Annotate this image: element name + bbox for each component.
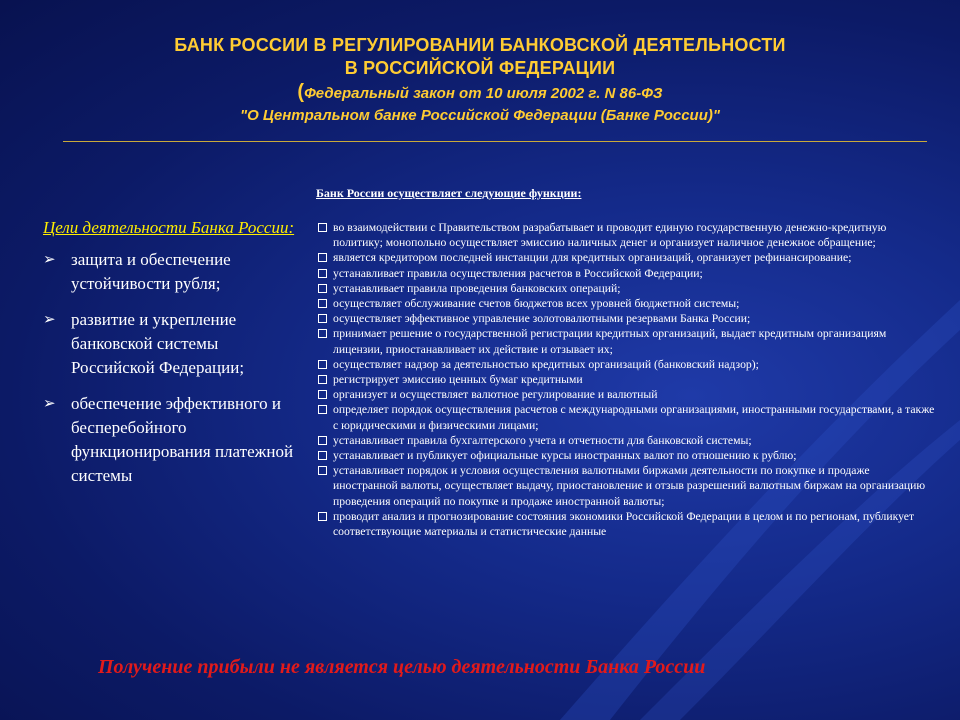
function-item <box>316 281 936 296</box>
function-item <box>316 296 936 311</box>
goal-text: развитие и укрепление банковской системы Российской Федерации; <box>71 310 245 377</box>
functions-section <box>316 186 936 539</box>
checkbox-bullet-icon <box>318 405 327 414</box>
function-text: проводит анализ и прогнозирование состояния экономики Российской Федерации в целом и по регионам, публикует соответствующие материалы и статистические данные <box>333 509 915 539</box>
checkbox-bullet-icon <box>318 299 327 308</box>
goal-item <box>43 308 305 380</box>
function-item <box>316 357 936 372</box>
law-name: "О Центральном банке Российской Федерации (Банке России)" <box>239 107 720 124</box>
goal-item <box>43 392 305 488</box>
function-item <box>316 250 936 265</box>
function-text: устанавливает порядок и условия осуществления валютными биржами деятельности по покупке и продаже иностранной валюты, осуществляет выдачу, приостановление и отзыв разрешений валютным биржам на организацию проведения операций по покупке и продаже иностранной валюты; <box>333 464 926 508</box>
function-text: принимает решение о государственной регистрации кредитных организаций, выдает кредитным организациям лицензии, приостанавливает их действие и отзывает их; <box>333 327 887 356</box>
function-item <box>316 220 936 250</box>
function-item <box>316 463 936 509</box>
function-item <box>316 433 936 448</box>
checkbox-bullet-icon <box>318 436 327 445</box>
function-text: регистрирует эмиссию ценных бумаг кредитными <box>333 373 583 387</box>
checkbox-bullet-icon <box>318 512 327 521</box>
arrow-bullet-icon: ➢ <box>43 252 56 268</box>
function-item <box>316 402 936 432</box>
function-item <box>316 311 936 326</box>
title-line-2: В РОССИЙСКОЙ ФЕДЕРАЦИИ <box>344 58 616 78</box>
checkbox-bullet-icon <box>318 329 327 338</box>
checkbox-bullet-icon <box>318 466 327 475</box>
law-line: Федеральный закон от 10 июля 2002 г. N 86-ФЗ <box>304 85 663 102</box>
function-text: осуществляет надзор за деятельностью кредитных организаций (банковский надзор); <box>333 357 759 371</box>
function-text: определяет порядок осуществления расчетов с международными организациями, иностранными государствами, а также с юридическими и физическими лицами; <box>333 403 935 432</box>
checkbox-bullet-icon <box>318 390 327 399</box>
function-text: организует и осуществляет валютное регулирование и валютный <box>333 388 658 402</box>
goals-list <box>43 248 305 488</box>
arrow-bullet-icon: ➢ <box>43 312 56 328</box>
checkbox-bullet-icon <box>318 269 327 278</box>
header-divider <box>63 141 927 142</box>
goal-item <box>43 248 305 296</box>
checkbox-bullet-icon <box>318 375 327 384</box>
checkbox-bullet-icon <box>318 223 327 232</box>
function-text: осуществляет обслуживание счетов бюджетов всех уровней бюджетной системы; <box>333 297 740 311</box>
profit-note: Получение прибыли не является целью деятельности Банка России <box>98 656 706 678</box>
function-item <box>316 448 936 463</box>
function-text: устанавливает правила осуществления расчетов в Российской Федерации; <box>333 266 703 280</box>
function-item <box>316 387 936 402</box>
goal-text: защита и обеспечение устойчивости рубля; <box>71 250 231 293</box>
arrow-bullet-icon: ➢ <box>43 396 56 412</box>
goal-text: обеспечение эффективного и бесперебойного функционирования платежной системы <box>71 394 294 485</box>
law-reference <box>60 81 900 105</box>
title-line-1: БАНК РОССИИ В РЕГУЛИРОВАНИИ БАНКОВСКОЙ ДЕЯТЕЛЬНОСТИ <box>174 35 786 55</box>
checkbox-bullet-icon <box>318 253 327 262</box>
function-text: устанавливает правила проведения банковских операций; <box>333 281 621 295</box>
functions-title: Банк России осуществляет следующие функции: <box>316 186 582 200</box>
functions-list <box>316 220 936 539</box>
function-item <box>316 266 936 281</box>
function-item <box>316 509 936 539</box>
checkbox-bullet-icon <box>318 314 327 323</box>
function-text: во взаимодействии с Правительством разрабатывает и проводит единую государственную денежно-кредитную политику; монопольно осуществляет эмиссию наличных денег и организует наличное денежное обращение; <box>333 221 887 250</box>
function-item <box>316 372 936 387</box>
function-item <box>316 326 936 356</box>
checkbox-bullet-icon <box>318 451 327 460</box>
law-paren: ( <box>297 81 305 103</box>
checkbox-bullet-icon <box>318 284 327 293</box>
slide-header <box>60 34 900 127</box>
checkbox-bullet-icon <box>318 360 327 369</box>
function-text: является кредитором последней инстанции для кредитных организаций, организует рефинансирование; <box>333 251 852 265</box>
goals-title: Цели деятельности Банка России: <box>43 218 295 237</box>
function-text: устанавливает правила бухгалтерского учета и отчетности для банковской системы; <box>333 433 752 447</box>
function-text: осуществляет эффективное управление золотовалютными резервами Банка России; <box>333 312 751 326</box>
goals-section <box>43 216 305 500</box>
function-text: устанавливает и публикует официальные курсы иностранных валют по отношению к рублю; <box>333 449 797 463</box>
